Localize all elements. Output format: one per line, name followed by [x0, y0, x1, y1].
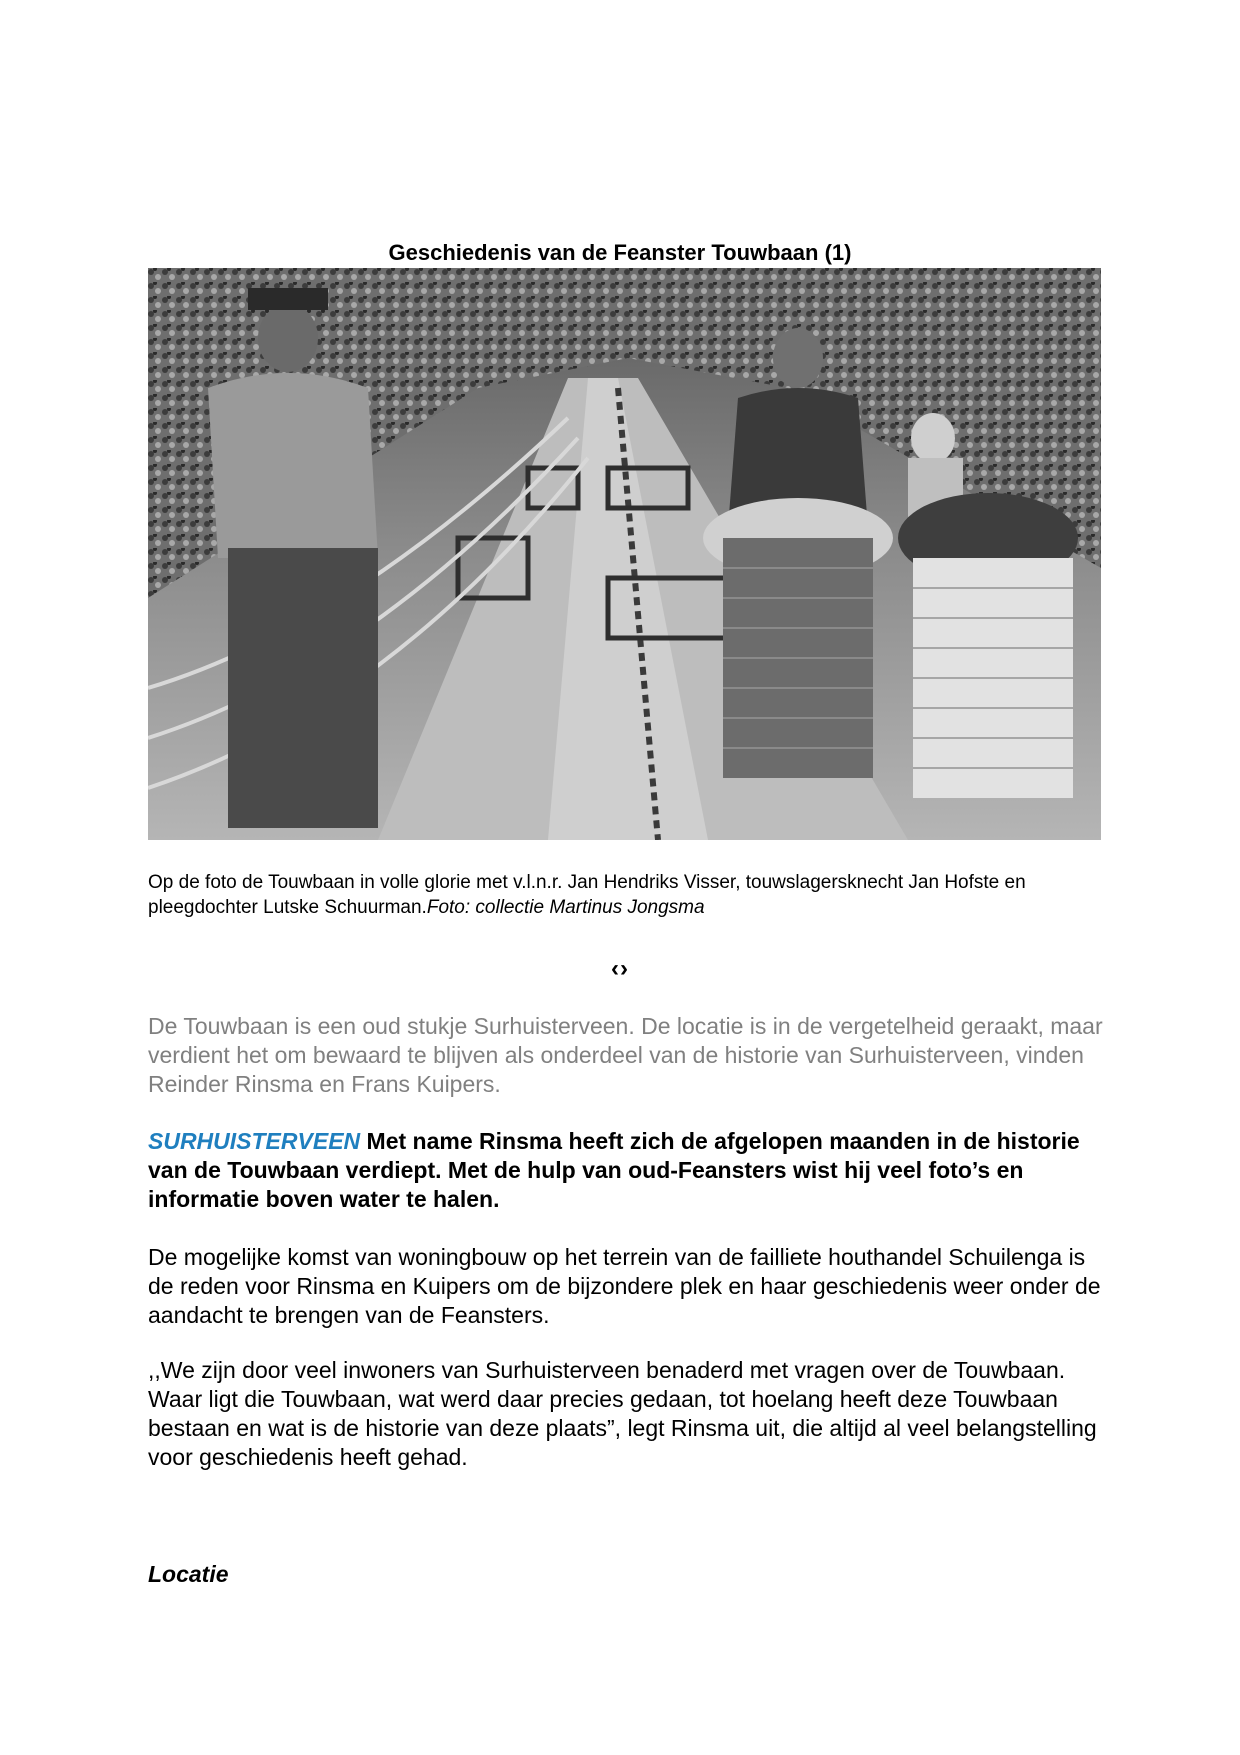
- body-paragraph: ,,We zijn door veel inwoners van Surhuisterveen benaderd met vragen over de Touwbaan. Waar ligt die Touwbaan, wat werd daar precies gedaan, tot hoelang heeft deze Touwbaan bestaan en wat is de historie van deze plaats”, legt Rinsma uit, die altijd al veel belangstelling voor geschiedenis heeft gehad.: [148, 1357, 1097, 1470]
- prev-arrow-icon[interactable]: ‹: [611, 955, 620, 982]
- next-arrow-icon[interactable]: ›: [620, 955, 629, 982]
- photo-credit: Foto: collectie Martinus Jongsma: [426, 897, 705, 918]
- gallery-nav: [0, 955, 1240, 983]
- intro-paragraph: De Touwbaan is een oud stukje Surhuisterveen. De locatie is in de vergetelheid geraakt, maar verdient het om bewaard te blijven als onderdeel van de historie van Surhuisterveen, vinden Reinder Rinsma en Frans Kuipers.: [148, 1013, 1103, 1097]
- body-paragraph: De mogelijke komst van woningbouw op het terrein van de failliete houthandel Schuilenga is de reden voor Rinsma en Kuipers om de bijzondere plek en haar geschiedenis weer onder de aandacht te brengen van de Feansters.: [148, 1244, 1101, 1328]
- article-title: Geschiedenis van de Feanster Touwbaan (1): [388, 240, 852, 265]
- section-heading: Locatie: [148, 1561, 229, 1587]
- article-photo: [148, 268, 1101, 840]
- dateline-location: SURHUISTERVEEN: [148, 1128, 361, 1154]
- caption-text: Op de foto de Touwbaan in volle glorie met v.l.n.r. Jan Hendriks Visser, touwslagersknecht Jan Hofste en pleegdochter Lutske Schuurman.: [148, 872, 1026, 918]
- lead-paragraph: [148, 1127, 1108, 1214]
- photo-caption: [148, 870, 1108, 920]
- lead-text: Met name Rinsma heeft zich de afgelopen maanden in de historie van de Touwbaan verdiept. Met de hulp van oud-Feansters wist hij veel foto’s en informatie boven water te halen.: [148, 1128, 1080, 1212]
